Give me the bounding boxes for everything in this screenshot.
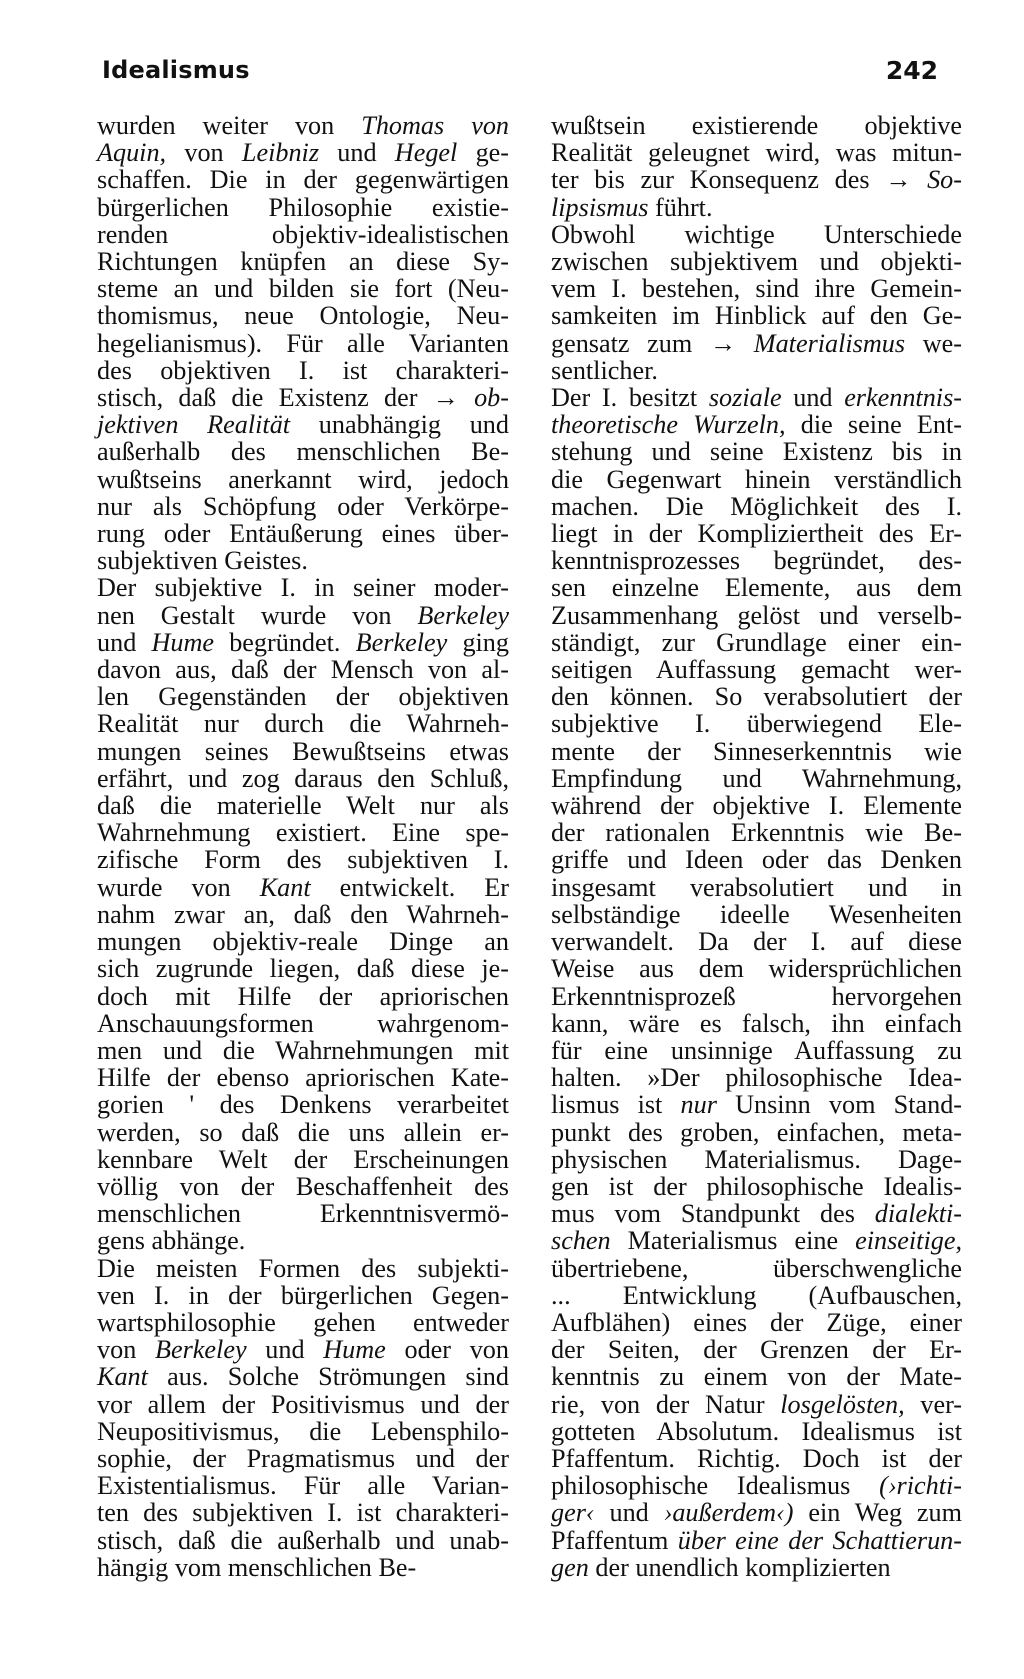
left-line: hängig vom menschlichen Be-	[97, 1552, 417, 1582]
right-line: der Seiten, der Grenzen der Er-	[551, 1335, 962, 1365]
left-line: steme an und bilden sie fort (Neu-	[97, 274, 509, 304]
right-line: Pfaffentum. Richtig. Doch ist der	[551, 1443, 962, 1473]
right-line: gensatz zum → Materialismus we-	[551, 328, 962, 358]
right-column-text	[551, 112, 962, 1581]
left-line: hegelianismus). Für alle Varianten	[97, 328, 509, 358]
left-line: jektiven Realität unabhängig und	[97, 410, 509, 440]
left-line: daß die materielle Welt nur als	[97, 791, 509, 821]
right-line: lismus ist nur Unsinn vom Stand-	[551, 1090, 963, 1120]
right-line: Weise aus dem widersprüchlichen	[551, 954, 962, 984]
right-line: der rationalen Erkenntnis wie Be-	[551, 818, 962, 848]
right-line: Realität geleugnet wird, was mitun-	[551, 138, 962, 168]
right-line: samkeiten im Hinblick auf den Ge-	[551, 301, 962, 331]
left-line: Wahrnehmung existiert. Eine spe-	[97, 818, 509, 848]
right-line: ger‹ und ›außerdem‹) ein Weg zum	[551, 1498, 962, 1528]
right-line: ter bis zur Konsequenz des → So-	[551, 165, 962, 195]
left-line: sich zugrunde liegen, daß diese je-	[97, 954, 509, 984]
left-line: men und die Wahrnehmungen mit	[97, 1035, 509, 1065]
right-line: gen der unendlich komplizierten	[551, 1552, 891, 1582]
left-line: werden, so daß die uns allein er-	[97, 1117, 509, 1147]
left-line: von Berkeley und Hume oder von	[97, 1335, 509, 1365]
left-line: gens abhänge.	[97, 1226, 246, 1256]
right-line: sentlicher.	[551, 355, 658, 385]
left-line: mungen seines Bewußtseins etwas	[97, 736, 509, 766]
right-line: punkt des groben, einfachen, meta-	[551, 1117, 962, 1147]
right-line: Erkenntnisprozeß hervorgehen	[551, 981, 962, 1011]
left-column-text	[97, 112, 509, 1581]
left-line: menschlichen Erkenntnisvermö-	[97, 1199, 509, 1229]
right-line: wußtsein existierende objektive	[551, 111, 962, 140]
right-line: philosophische Idealismus (›richti-	[551, 1471, 962, 1501]
left-line: thomismus, neue Ontologie, Neu-	[97, 301, 509, 331]
left-line: Richtungen knüpfen an diese Sy-	[97, 247, 509, 277]
right-line: ständigt, zur Grundlage einer ein-	[551, 627, 962, 657]
left-line: wurden weiter von Thomas von	[97, 111, 510, 140]
left-line: nur als Schöpfung oder Verkörpe-	[97, 491, 509, 521]
left-line: Existentialismus. Für alle Varian-	[97, 1471, 509, 1501]
right-column	[551, 112, 962, 1581]
left-line: ten des subjektiven I. ist charakteri-	[97, 1498, 509, 1528]
left-line: stisch, daß die Existenz der → ob-	[97, 383, 509, 413]
right-line: griffe und Ideen oder das Denken	[551, 845, 962, 875]
left-line: Hilfe der ebenso apriorischen Kate-	[97, 1063, 509, 1093]
right-line: Der I. besitzt soziale und erkenntnis-	[551, 383, 962, 413]
left-line: Neupositivismus, die Lebensphilo-	[97, 1416, 509, 1446]
right-line: kann, wäre es falsch, ihn einfach	[551, 1008, 962, 1038]
right-line: ... Entwicklung (Aufbauschen,	[551, 1280, 962, 1310]
left-line: davon aus, daß der Mensch von al-	[97, 655, 509, 685]
right-line: theoretische Wurzeln, die seine Ent-	[551, 410, 962, 440]
left-line: Kant aus. Solche Strömungen sind	[97, 1362, 509, 1392]
header-keyword: Idealismus	[102, 56, 250, 84]
right-line: lipsismus führt.	[551, 192, 713, 222]
right-line: kenntnisprozesses begründet, des-	[551, 546, 962, 576]
left-line: erfährt, und zog daraus den Schluß,	[97, 763, 509, 793]
right-line: liegt in der Kompliziertheit des Er-	[551, 519, 962, 549]
left-line: bürgerlichen Philosophie existie-	[97, 192, 509, 222]
left-line: zifische Form des subjektiven I.	[97, 845, 509, 875]
right-line: gen ist der philosophische Idealis-	[551, 1171, 962, 1201]
left-line: und Hume begründet. Berkeley ging	[97, 627, 509, 657]
right-line: rie, von der Natur losgelösten, ver-	[551, 1389, 962, 1419]
right-line: vem I. bestehen, sind ihre Gemein-	[551, 274, 962, 304]
left-line: nahm zwar an, daß den Wahrneh-	[97, 899, 509, 929]
right-line: stehung und seine Existenz bis in	[551, 437, 962, 467]
right-line: kenntnis zu einem von der Mate-	[551, 1362, 962, 1392]
right-line: Empfindung und Wahrnehmung,	[551, 763, 962, 793]
right-line: halten. »Der philosophische Idea-	[551, 1063, 962, 1093]
right-line: die Gegenwart hinein verständlich	[551, 464, 962, 494]
right-line: selbständige ideelle Wesenheiten	[551, 899, 962, 929]
left-line: mungen objektiv-reale Dinge an	[97, 927, 509, 957]
right-line: schen Materialismus eine einseitige,	[551, 1226, 962, 1256]
right-line: Obwohl wichtige Unterschiede	[551, 219, 962, 249]
left-line: Aquin, von Leibniz und Hegel ge-	[97, 138, 510, 168]
right-line: übertriebene, überschwengliche	[551, 1253, 962, 1283]
left-line: sophie, der Pragmatismus und der	[97, 1443, 509, 1473]
right-line: subjektive I. überwiegend Ele-	[551, 709, 962, 739]
right-line: Zusammenhang gelöst und verselb-	[551, 600, 962, 630]
left-line: Der subjektive I. in seiner moder-	[97, 573, 509, 603]
right-line: insgesamt verabsolutiert und in	[551, 872, 962, 902]
left-line: ven I. in der bürgerlichen Gegen-	[97, 1280, 509, 1310]
right-line: den können. So verabsolutiert der	[551, 682, 962, 712]
left-line: doch mit Hilfe der apriorischen	[97, 981, 509, 1011]
left-line: schaffen. Die in der gegenwärtigen	[97, 165, 509, 195]
left-line: wußtseins anerkannt wird, jedoch	[97, 464, 509, 494]
left-line: rung oder Entäußerung eines über-	[97, 519, 509, 549]
left-line: Realität nur durch die Wahrneh-	[97, 709, 509, 739]
right-line: mus vom Standpunkt des dialekti-	[551, 1199, 962, 1229]
left-line: renden objektiv-idealistischen	[97, 219, 509, 249]
left-line: außerhalb des menschlichen Be-	[97, 437, 509, 467]
left-line: subjektiven Geistes.	[97, 546, 308, 576]
left-line: gorien ' des Denkens verarbeitet	[97, 1090, 509, 1120]
right-line: Aufblähen) eines der Züge, einer	[551, 1307, 962, 1337]
left-line: len Gegenständen der objektiven	[97, 682, 509, 712]
page-number: 242	[885, 56, 938, 85]
right-line: sen einzelne Elemente, aus dem	[551, 573, 962, 603]
left-line: Die meisten Formen des subjekti-	[97, 1253, 509, 1283]
left-line: Anschauungsformen wahrgenom-	[97, 1008, 509, 1038]
right-line: mente der Sinneserkenntnis wie	[551, 736, 962, 766]
left-line: völlig von der Beschaffenheit des	[97, 1171, 509, 1201]
right-line: verwandelt. Da der I. auf diese	[551, 927, 962, 957]
right-line: Pfaffentum über eine der Schattierun-	[551, 1525, 962, 1555]
left-line: wartsphilosophie gehen entweder	[97, 1307, 509, 1337]
right-line: zwischen subjektivem und objekti-	[551, 247, 962, 277]
left-line: kennbare Welt der Erscheinungen	[97, 1144, 509, 1174]
right-line: seitigen Auffassung gemacht wer-	[551, 655, 962, 685]
left-line: vor allem der Positivismus und der	[97, 1389, 509, 1419]
left-line: stisch, daß die außerhalb und unab-	[97, 1525, 509, 1555]
right-line: gotteten Absolutum. Idealismus ist	[551, 1416, 962, 1446]
left-column	[97, 112, 509, 1581]
right-line: machen. Die Möglichkeit des I.	[551, 491, 962, 521]
right-line: während der objektive I. Elemente	[551, 791, 962, 821]
left-line: nen Gestalt wurde von Berkeley	[97, 600, 509, 630]
right-line: physischen Materialismus. Dage-	[551, 1144, 962, 1174]
right-line: für eine unsinnige Auffassung zu	[551, 1035, 962, 1065]
left-line: wurde von Kant entwickelt. Er	[97, 872, 509, 902]
left-line: des objektiven I. ist charakteri-	[97, 355, 509, 385]
running-header	[0, 0, 1024, 100]
